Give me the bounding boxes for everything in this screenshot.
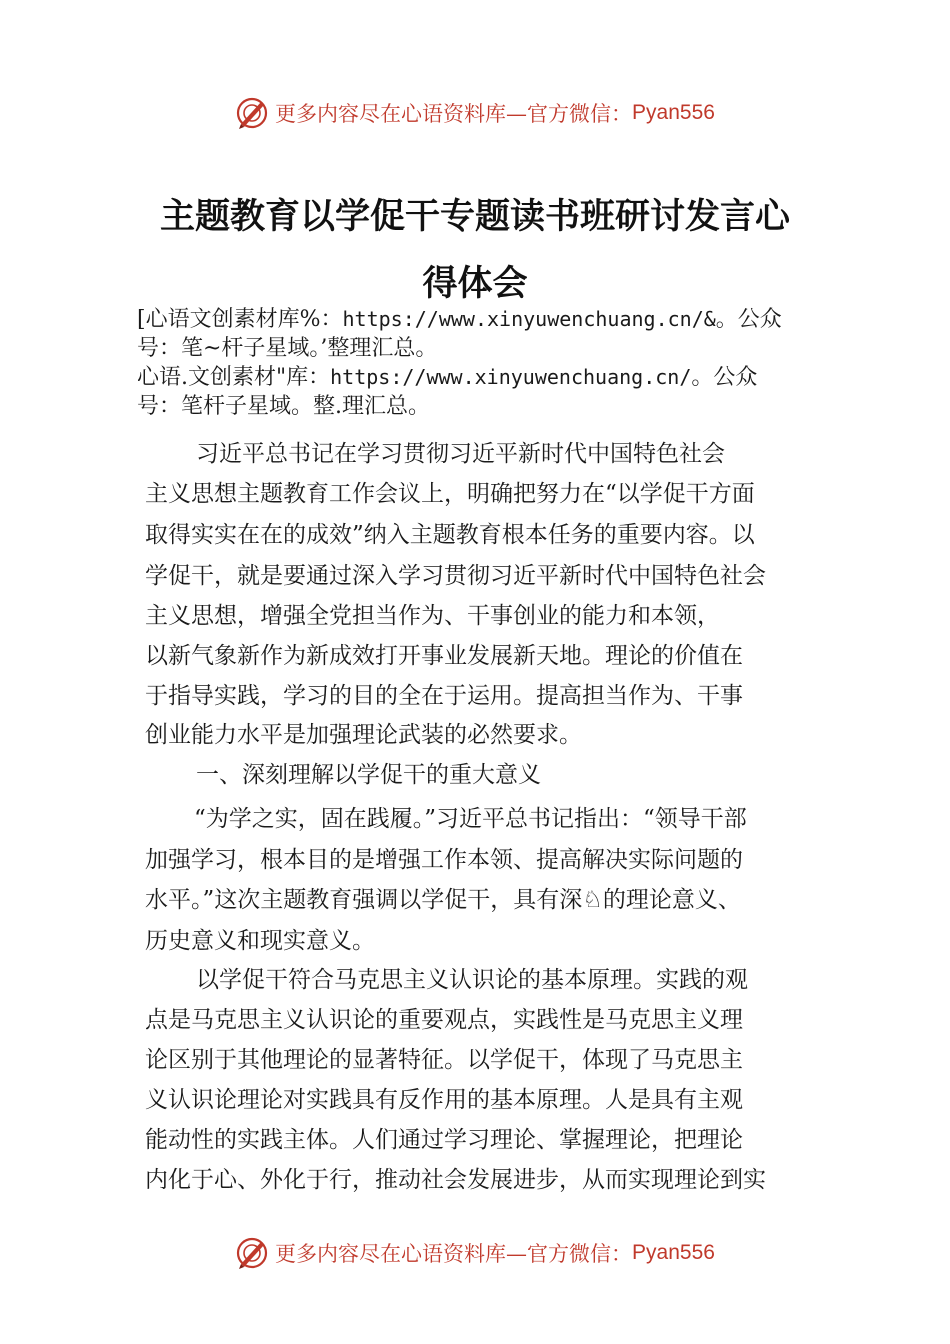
- body-line: 取得实实在在的成效”纳入主题教育根本任务的重要内容。以: [145, 522, 755, 548]
- source-note-line-4: 号：笔杆子星域。整.理汇总。: [137, 394, 430, 419]
- body-line: 以新气象新作为新成效打开事业发展新天地。理论的价值在: [145, 643, 743, 669]
- body-line: 水平。”这次主题教育强调以学促干，具有深♘的理论意义、: [145, 887, 741, 913]
- body-line: “为学之实，固在践履。”习近平总书记指出：“领导干部: [194, 806, 747, 832]
- footer-banner: [0, 1233, 950, 1273]
- source-note-prefix: 心语.文创素材"库：: [137, 365, 331, 390]
- body-line: 学促干，就是要通过深入学习贯彻习近平新时代中国特色社会: [145, 563, 766, 589]
- banner-text: 更多内容尽在心语资料库—官方微信：: [275, 102, 633, 126]
- banner-text: 更多内容尽在心语资料库—官方微信：: [275, 1242, 633, 1266]
- body-line: 主义思想主题教育工作会议上，明确把努力在“以学促干方面: [145, 481, 755, 507]
- body-line: 义认识论理论对实践具有反作用的基本原理。人是具有主观: [145, 1087, 743, 1113]
- body-line: 主义思想，增强全党担当作为、干事创业的能力和本领，: [145, 603, 720, 629]
- body-line: 加强学习，根本目的是增强工作本领、提高解决实际问题的: [145, 847, 743, 873]
- document-title-line-1: 主题教育以学促干专题读书班研讨发言心: [159, 196, 790, 237]
- source-note-line-3: [137, 363, 842, 392]
- source-url: https://www.xinyuwenchuang.cn/: [330, 365, 692, 389]
- section-heading: 一、深刻理解以学促干的重大意义: [196, 762, 541, 788]
- source-note-line-1: [137, 305, 842, 334]
- banner-wechat-id: Pyan556: [632, 101, 715, 124]
- body-line: 习近平总书记在学习贯彻习近平新时代中国特色社会: [196, 441, 725, 467]
- source-note-suffix: 。公众: [691, 365, 758, 390]
- body-line: 内化于心、外化于行，推动社会发展进步，从而实现理论到实: [145, 1167, 766, 1193]
- document-title-line-2: 得体会: [422, 263, 528, 304]
- body-line: 以学促干符合马克思主义认识论的基本原理。实践的观: [196, 967, 748, 993]
- pen-logo-icon: [235, 96, 269, 130]
- body-line: 能动性的实践主体。人们通过学习理论、掌握理论，把理论: [145, 1127, 743, 1153]
- body-line: 论区别于其他理论的显著特征。以学促干，体现了马克思主: [145, 1047, 743, 1073]
- pen-logo-icon: [235, 1236, 269, 1270]
- source-note-line-2: 号：笔~杆子星域。’整理汇总。: [137, 336, 438, 361]
- body-line: 于指导实践，学习的目的全在于运用。提高担当作为、干事: [145, 683, 743, 709]
- header-banner: [0, 93, 950, 133]
- body-line: 点是马克思主义认识论的重要观点，实践性是马克思主义理: [145, 1007, 743, 1033]
- source-url: https://www.xinyuwenchuang.cn/&: [342, 307, 716, 331]
- body-line: 历史意义和现实意义。: [145, 928, 375, 954]
- source-note-suffix: 。公众: [715, 307, 782, 332]
- body-line: 创业能力水平是加强理论武装的必然要求。: [145, 722, 582, 748]
- banner-wechat-id: Pyan556: [632, 1241, 715, 1264]
- source-note-prefix: [心语文创素材库%：: [137, 307, 343, 332]
